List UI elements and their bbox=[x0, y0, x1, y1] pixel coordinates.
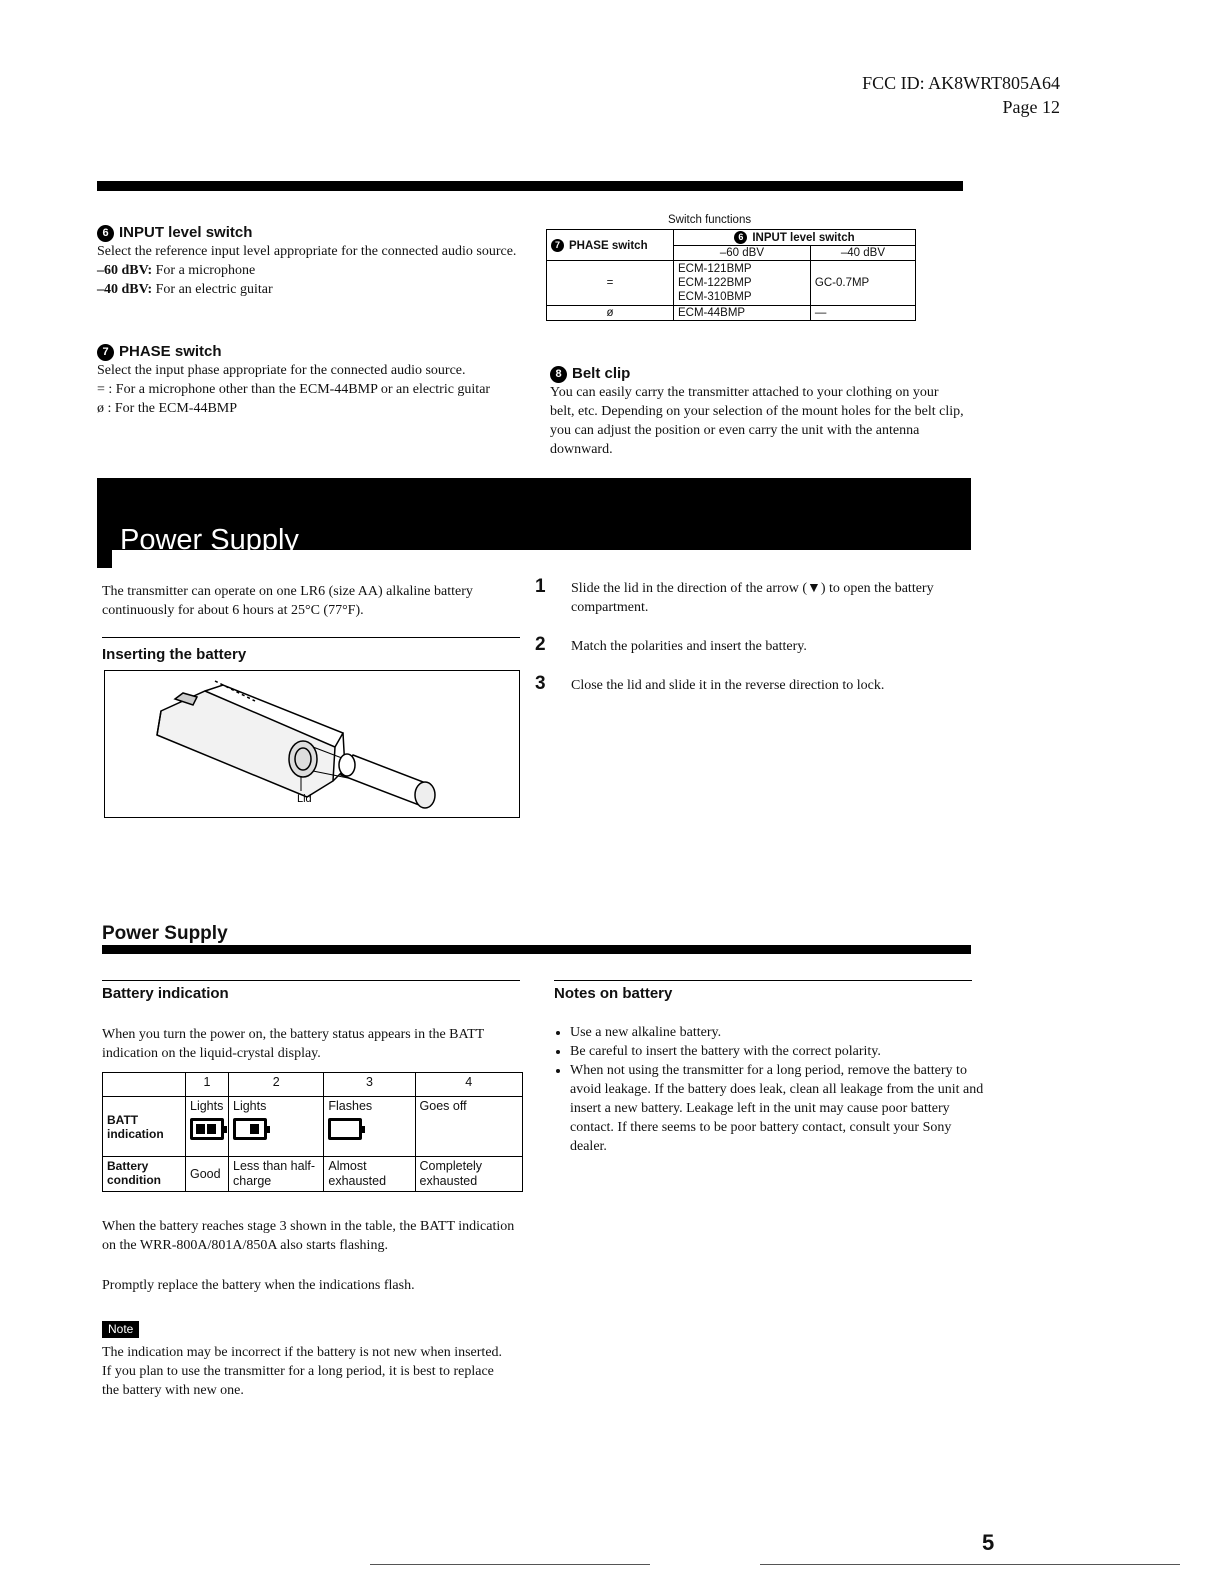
notes-battery-item: • Use a new alkaline battery. bbox=[570, 1023, 984, 1042]
batt-indication-label: BATT indication bbox=[103, 1097, 186, 1157]
power-supply-banner-title: Power Supply bbox=[120, 524, 299, 556]
badge-7-icon: 7 bbox=[551, 239, 564, 252]
input-level-option-40: –40 dBV: For an electric guitar bbox=[97, 282, 273, 297]
battery-half-icon bbox=[233, 1118, 267, 1140]
badge-8-icon: 8 bbox=[550, 366, 567, 383]
phase-heading: 7 PHASE switch bbox=[97, 343, 517, 361]
batt-indication-2: Lights bbox=[229, 1097, 324, 1157]
notes-battery-heading: Notes on battery bbox=[554, 985, 673, 1002]
belt-clip-desc: You can easily carry the transmitter attached to your clothing on your belt, etc. Depending on your selection of the mount holes for the belt clip, you can adjust the position or even carry the unit with the antenna downward. bbox=[550, 385, 964, 457]
fcc-id: FCC ID: AK8WRT805A64 bbox=[862, 73, 1060, 93]
table-phase-header: 7 PHASE switch bbox=[547, 230, 674, 261]
battery-insertion-illustration bbox=[105, 671, 519, 817]
battery-stage-2: 2 bbox=[229, 1073, 324, 1097]
note-label: Note bbox=[102, 1321, 139, 1338]
battery-stage-1: 1 bbox=[186, 1073, 229, 1097]
batt-indication-4: Goes off bbox=[415, 1097, 522, 1157]
input-level-heading: 6 INPUT level switch bbox=[97, 224, 517, 242]
footer-rule-left bbox=[370, 1564, 650, 1565]
battery-table-corner bbox=[103, 1073, 186, 1097]
switch-functions-table bbox=[546, 229, 916, 321]
belt-clip-heading: 8 Belt clip bbox=[550, 365, 966, 383]
belt-clip-section bbox=[550, 365, 966, 459]
battery-indication-heading: Battery indication bbox=[102, 985, 229, 1002]
power-supply-banner bbox=[97, 478, 971, 556]
step-3: 3 Close the lid and slide it in the reverse direction to lock. bbox=[535, 673, 885, 694]
battery-indication-after: When the battery reaches stage 3 shown in the table, the BATT indication on the WRR-800A/801A/850A also starts flashing. bbox=[102, 1219, 515, 1253]
input-level-desc: Select the reference input level appropriate for the connected audio source. bbox=[97, 244, 517, 259]
phase-section bbox=[97, 343, 517, 418]
steps-list bbox=[535, 576, 971, 695]
badge-7-icon: 7 bbox=[97, 344, 114, 361]
battery-stage-4: 4 bbox=[415, 1073, 522, 1097]
battery-stage-3: 3 bbox=[324, 1073, 415, 1097]
battery-indication-after2: Promptly replace the battery when the indications flash. bbox=[102, 1278, 415, 1293]
section2-rule bbox=[102, 945, 971, 954]
table-col-40: –40 dBV bbox=[810, 246, 915, 261]
note-text: The indication may be incorrect if the battery is not new when inserted. If you plan to use the transmitter for a long period, it is best to replace the battery with new one. bbox=[102, 1345, 503, 1398]
table-row-reverse-none: — bbox=[810, 306, 915, 321]
banner-tab bbox=[97, 550, 112, 568]
phase-desc: Select the input phase appropriate for the connected audio source. bbox=[97, 363, 466, 378]
battery-condition-3: Almost exhausted bbox=[324, 1157, 415, 1192]
batt-indication-1: Lights bbox=[186, 1097, 229, 1157]
page-number: Page 12 bbox=[1002, 97, 1060, 117]
battery-condition-4: Completely exhausted bbox=[415, 1157, 522, 1192]
input-level-section bbox=[97, 224, 517, 299]
phase-option-reverse: ø : For the ECM-44BMP bbox=[97, 401, 238, 416]
notes-battery-rule bbox=[554, 980, 972, 981]
battery-status-table bbox=[102, 1072, 523, 1192]
battery-condition-2: Less than half-charge bbox=[229, 1157, 324, 1192]
footer-page-mark: 5 bbox=[982, 1530, 995, 1555]
notes-battery-list bbox=[556, 1023, 984, 1156]
power-intro: The transmitter can operate on one LR6 (size AA) alkaline battery continuously for about 6 hours at 25°C (77°F). bbox=[102, 584, 473, 618]
phase-option-normal: = : For a microphone other than the ECM-44BMP or an electric guitar bbox=[97, 382, 491, 397]
table-row-reverse-sym: ø bbox=[547, 306, 674, 321]
table-col-60: –60 dBV bbox=[674, 246, 811, 261]
batt-indication-3: Flashes bbox=[324, 1097, 415, 1157]
lid-label: Lid bbox=[297, 793, 312, 805]
battery-condition-1: Good bbox=[186, 1157, 229, 1192]
step-1: 1 Slide the lid in the direction of the arrow (▼) to open the battery compartment. bbox=[535, 576, 934, 615]
power-supply-section-title: Power Supply bbox=[102, 923, 228, 944]
notes-battery-item: • Be careful to insert the battery with the correct polarity. bbox=[570, 1042, 984, 1061]
top-rule bbox=[97, 181, 963, 191]
badge-6-icon: 6 bbox=[734, 231, 747, 244]
switch-table-caption: Switch functions bbox=[668, 214, 752, 226]
table-input-header: 6 INPUT level switch bbox=[674, 230, 916, 246]
battery-indication-rule bbox=[102, 980, 520, 981]
table-row-normal-sym: = bbox=[547, 261, 674, 306]
inserting-heading: Inserting the battery bbox=[102, 646, 247, 663]
badge-6-icon: 6 bbox=[97, 225, 114, 242]
battery-indication-intro: When you turn the power on, the battery status appears in the BATT indication on the liquid-crystal display. bbox=[102, 1027, 484, 1061]
battery-full-icon bbox=[190, 1118, 224, 1140]
battery-illustration-frame bbox=[104, 670, 520, 818]
table-row-normal-mics: ECM-121BMP ECM-122BMP ECM-310BMP bbox=[674, 261, 811, 306]
table-row-normal-guitar: GC-0.7MP bbox=[810, 261, 915, 306]
battery-empty-icon bbox=[328, 1118, 362, 1140]
notes-battery-item: • When not using the transmitter for a long period, remove the battery to avoid leakage. If the battery does leak, clean all leakage from the unit and insert a new battery. Leakage left in the unit may cause poor battery contact. If there seems to be poor battery contact, consult your Sony dealer. bbox=[570, 1061, 984, 1156]
input-level-option-60: –60 dBV: For a microphone bbox=[97, 263, 256, 278]
table-row-reverse-mic: ECM-44BMP bbox=[674, 306, 811, 321]
inserting-rule bbox=[102, 637, 520, 638]
footer-rule-right bbox=[760, 1564, 1180, 1565]
step-2: 2 Match the polarities and insert the battery. bbox=[535, 634, 807, 655]
battery-condition-label: Battery condition bbox=[103, 1157, 186, 1192]
